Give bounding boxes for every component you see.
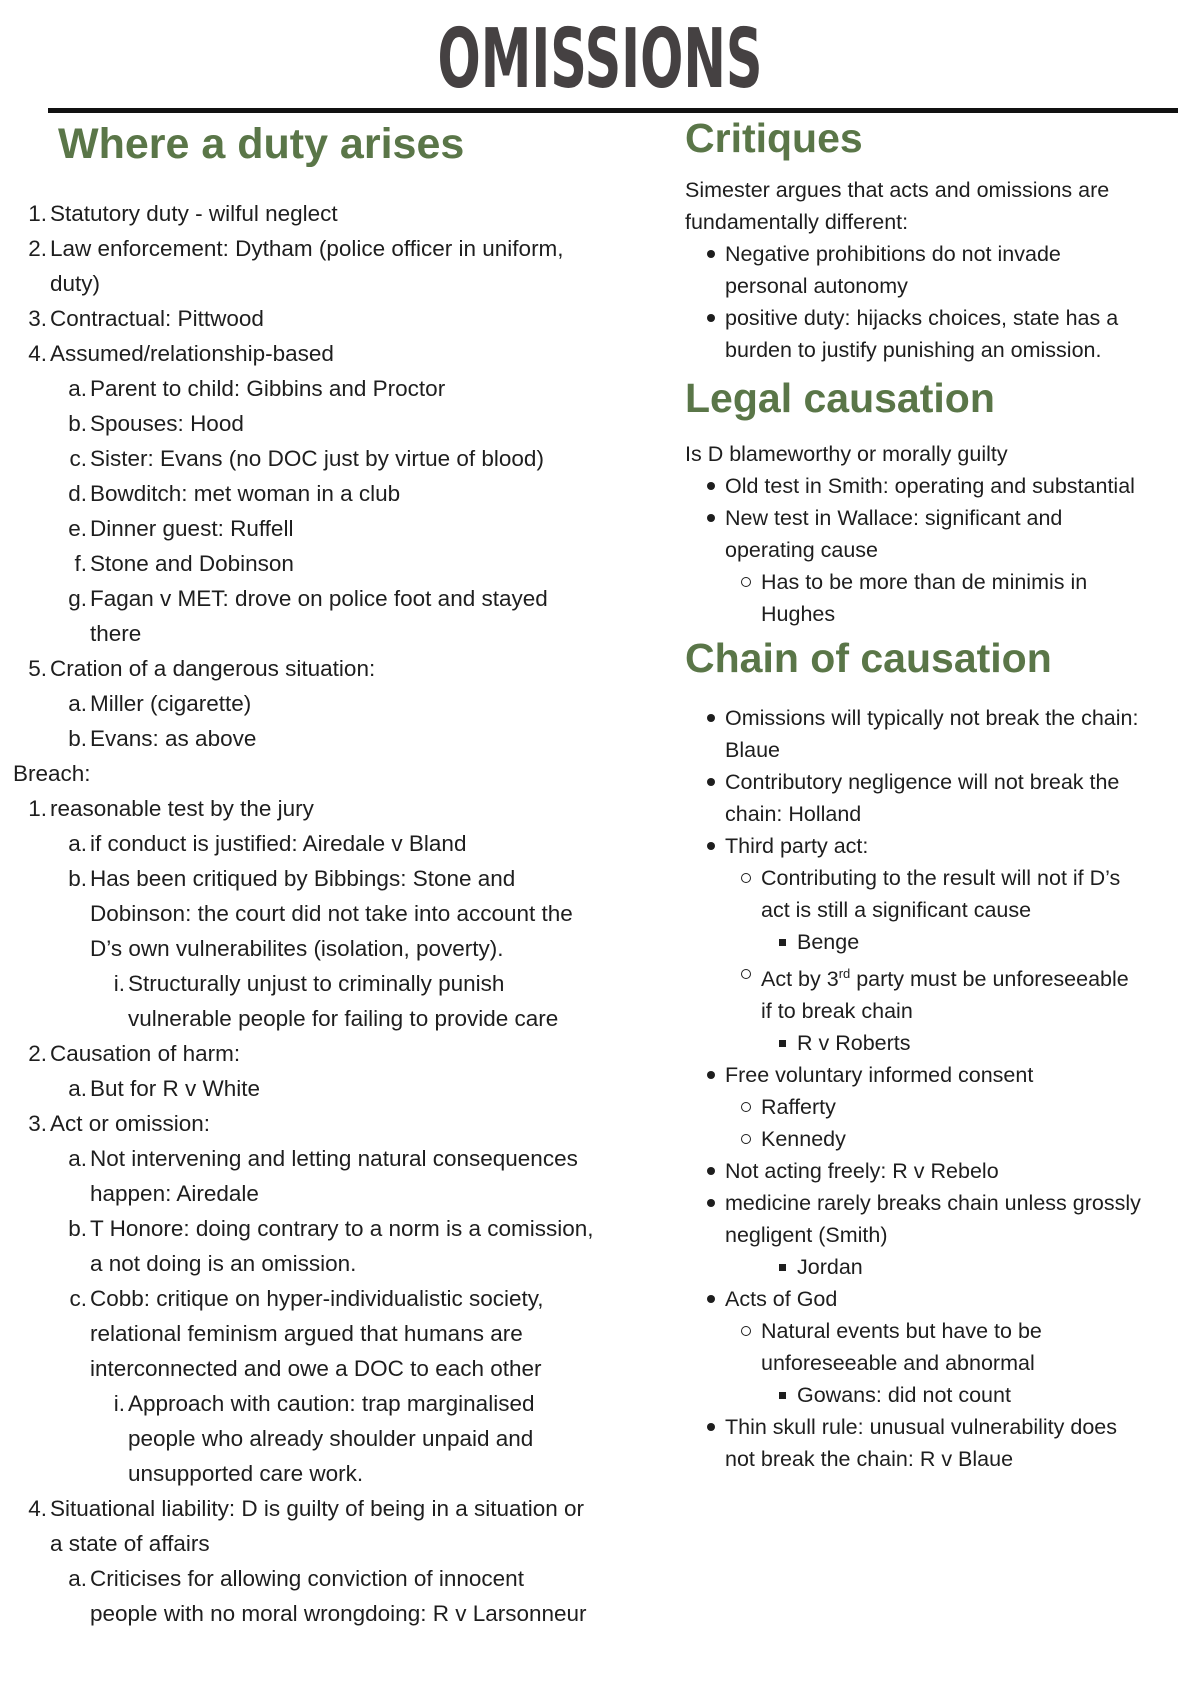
outline-marker: 3. [28,306,47,331]
bullet-text: Contributory negligence will not break the [725,770,1120,794]
outline-marker: g. [68,586,87,611]
bullet-circle-icon [741,577,751,587]
outline-item-line [0,196,670,231]
outline-item-line [0,511,670,546]
outline-item-line [0,826,670,861]
bullet-circle-icon [741,1134,751,1144]
right-column [685,112,1185,1475]
outline-item-line [0,266,670,301]
outline-item-line [0,896,670,931]
outline-item-line [0,441,670,476]
outline-text: interconnected and owe a DOC to each other [90,1356,542,1381]
bullet-item-line [685,702,1185,734]
outline-text: relational feminism argued that humans are [90,1321,523,1346]
outline-text: people who already shoulder unpaid and [128,1426,534,1451]
bullet-dot-icon [707,842,715,850]
outline-item-line [0,931,670,966]
page-title: OMISSIONS [437,12,763,107]
outline-text: Approach with caution: trap marginalised [128,1391,535,1416]
outline-item-line [0,1526,670,1561]
bullet-item-line [685,270,1185,302]
bullet-text: Rafferty [761,1095,836,1120]
chain-heading: Chain of causation [685,635,1052,681]
bullet-circle-icon [741,1102,751,1112]
bullet-dot-icon [707,314,715,322]
bullet-dot-icon [707,1295,715,1303]
bullet-text: Acts of God [725,1287,838,1312]
bullet-text: Kennedy [761,1127,846,1152]
bullet-square-icon [779,1392,786,1399]
outline-text: there [90,621,142,646]
bullet-square-icon [779,1264,786,1271]
outline-item-line [0,1036,670,1071]
outline-text: Has been critiqued by Bibbings: Stone and [90,866,516,891]
bullet-circle-icon [741,873,751,883]
outline-marker: a. [68,1146,87,1171]
outline-text: Structurally unjust to criminally punish [128,971,505,996]
bullet-dot-icon [707,482,715,490]
bullet-item-line [685,598,1185,630]
outline-item-line [0,791,670,826]
outline-text: Assumed/relationship-based [50,341,334,366]
outline-item-line [0,686,670,721]
outline-item-line [0,1561,670,1596]
bullet-item-line [685,334,1185,366]
outline-text: happen: Airedale [90,1181,259,1206]
outline-text: Fagan v MET: drove on police foot and stayed [90,586,548,611]
outline-text: Causation of harm: [50,1041,241,1066]
critiques-intro-line: fundamentally different: [685,210,909,234]
outline-item-line [0,1421,670,1456]
bullet-text: Has to be more than de minimis in [761,570,1088,594]
outline-item-line [0,1071,670,1106]
outline-text: Dobinson: the court did not take into account the [90,901,573,926]
legal-causation-intro: Is D blameworthy or morally guilty [685,442,1008,466]
outline-text: vulnerable people for failing to provide care [128,1006,559,1031]
bullet-item-line [685,1059,1185,1091]
bullet-item-line [685,958,1185,995]
bullet-item-line [685,1251,1185,1283]
outline-text: Dinner guest: Ruffell [90,516,294,541]
outline-text: Act or omission: [50,1111,211,1136]
outline-text: Criticises for allowing conviction of innocent [90,1566,524,1591]
outline-marker: 2. [28,1041,47,1066]
outline-item-line [0,1211,670,1246]
bullet-item-line [685,534,1185,566]
bullet-text: act is still a significant cause [761,898,1032,922]
outline-text: D’s own vulnerabilites (isolation, poverty). [90,936,504,961]
duty-list [0,196,670,756]
bullet-text: operating cause [725,538,878,562]
critiques-list [685,238,1185,366]
duty-heading: Where a duty arises [58,120,465,168]
outline-marker: a. [68,1566,87,1591]
outline-marker: b. [68,1216,87,1241]
bullet-text: chain: Holland [725,802,862,826]
bullet-item-line [685,1027,1185,1059]
critiques-heading: Critiques [685,115,863,161]
outline-marker: a. [68,691,87,716]
outline-item-line [0,1281,670,1316]
bullet-text: Third party act: [725,834,869,858]
left-column [0,114,670,1631]
chain-list [685,702,1185,1475]
bullet-text: Hughes [761,602,836,626]
outline-text: Contractual: Pittwood [50,306,264,331]
bullet-text: Negative prohibitions do not invade [725,242,1061,266]
bullet-item-line [685,566,1185,598]
outline-text: Situational liability: D is guilty of being in a situation or [50,1496,585,1521]
outline-item-line [0,1141,670,1176]
outline-marker: a. [68,376,87,401]
bullet-text: Natural events but have to be [761,1319,1042,1344]
bullet-item-line [685,1155,1185,1187]
outline-text: T Honore: doing contrary to a norm is a comission, [90,1216,594,1241]
bullet-item-line [685,894,1185,926]
outline-marker: i. [113,971,125,996]
bullet-text: positive duty: hijacks choices, state has a [725,306,1119,330]
bullet-item-line [685,470,1185,502]
bullet-text: Blaue [725,738,780,762]
bullet-item-line [685,1315,1185,1347]
bullet-item-line [685,302,1185,334]
bullet-item-line [685,1443,1185,1475]
outline-marker: 2. [28,236,47,261]
bullet-text: if to break chain [761,999,913,1024]
outline-text: Parent to child: Gibbins and Proctor [90,376,446,401]
outline-item-line [0,861,670,896]
bullet-text: burden to justify punishing an omission. [725,338,1102,362]
outline-text: Cobb: critique on hyper-individualistic society, [90,1286,544,1311]
outline-marker: b. [68,726,87,751]
outline-marker: 1. [28,201,47,226]
outline-marker: 4. [28,341,47,366]
bullet-item-line [685,798,1185,830]
bullet-text: Thin skull rule: unusual vulnerability does [725,1415,1117,1440]
bullet-item-line [685,1091,1185,1123]
bullet-text: Not acting freely: R v Rebelo [725,1159,999,1184]
bullet-item-line [685,1379,1185,1411]
bullet-item-line [685,830,1185,862]
outline-item-line [0,1106,670,1141]
bullet-square-icon [779,1040,786,1047]
bullet-text: Contributing to the result will not if D’s [761,866,1121,890]
outline-item-line [0,1351,670,1386]
bullet-item-line [685,862,1185,894]
breach-list [0,791,670,1631]
bullet-dot-icon [707,514,715,522]
critiques-intro-line: Simester argues that acts and omissions are [685,178,1110,202]
outline-item-line [0,966,670,1001]
outline-item-line [0,1596,670,1631]
bullet-text: Gowans: did not count [797,1383,1011,1408]
outline-text: Law enforcement: Dytham (police officer in uniform, [50,236,564,261]
outline-marker: b. [68,411,87,436]
bullet-item-line [685,734,1185,766]
bullet-dot-icon [707,778,715,786]
outline-marker: c. [69,1286,87,1311]
bullet-item-line [685,926,1185,958]
outline-text: Statutory duty - wilful neglect [50,201,338,226]
outline-text: Evans: as above [90,726,257,751]
bullet-square-icon [779,939,786,946]
legal-causation-heading: Legal causation [685,375,995,421]
bullet-dot-icon [707,1423,715,1431]
bullet-text: Free voluntary informed consent [725,1063,1034,1088]
bullet-text: Benge [797,930,860,954]
outline-item-line [0,476,670,511]
outline-text: Cration of a dangerous situation: [50,656,376,681]
outline-item-line [0,406,670,441]
bullet-text: not break the chain: R v Blaue [725,1447,1014,1472]
outline-marker: 1. [28,796,47,821]
bullet-item-line [685,995,1185,1027]
outline-marker: e. [68,516,87,541]
outline-item-line [0,721,670,756]
outline-text: reasonable test by the jury [50,796,314,821]
superscript: rd [838,966,851,981]
outline-text: unsupported care work. [128,1461,364,1486]
outline-item-line [0,616,670,651]
bullet-text: personal autonomy [725,274,908,298]
outline-marker: 3. [28,1111,47,1136]
bullet-item-line [685,502,1185,534]
bullet-text: New test in Wallace: significant and [725,506,1063,530]
outline-marker: 5. [28,656,47,681]
outline-text: Sister: Evans (no DOC just by virtue of blood) [90,446,544,471]
outline-item-line [0,231,670,266]
bullet-item-line [685,1187,1185,1219]
outline-marker: a. [68,1076,87,1101]
outline-item-line [0,1246,670,1281]
bullet-item-line [685,1283,1185,1315]
outline-text: Stone and Dobinson [90,551,294,576]
bullet-text: Jordan [797,1255,863,1280]
outline-text: people with no moral wrongdoing: R v Larsonneur [90,1601,587,1626]
outline-text: Not intervening and letting natural consequences [90,1146,578,1171]
outline-item-line [0,581,670,616]
bullet-item-line [685,766,1185,798]
outline-marker: c. [69,446,87,471]
bullet-text: Old test in Smith: operating and substantial [725,474,1135,498]
outline-text: But for R v White [90,1076,261,1101]
bullet-item-line [685,1219,1185,1251]
bullet-text: Act by 3 [761,967,839,992]
outline-marker: a. [68,831,87,856]
outline-text: if conduct is justified: Airedale v Bland [90,831,467,856]
bullet-dot-icon [707,1071,715,1079]
outline-text: duty) [50,271,101,296]
bullet-dot-icon [707,1167,715,1175]
outline-item-line [0,301,670,336]
bullet-text: Omissions will typically not break the chain: [725,706,1139,730]
bullet-text: R v Roberts [797,1031,911,1056]
bullet-item-line [685,1347,1185,1379]
outline-marker: f. [74,551,87,576]
outline-text: Spouses: Hood [90,411,244,436]
outline-text: Bowditch: met woman in a club [90,481,401,506]
bullet-circle-icon [741,1326,751,1336]
outline-item-line [0,1386,670,1421]
outline-text: Miller (cigarette) [90,691,252,716]
bullet-dot-icon [707,1199,715,1207]
outline-item-line [0,1456,670,1491]
bullet-text: negligent (Smith) [725,1223,888,1248]
bullet-circle-icon [741,969,751,979]
bullet-item-line [685,1123,1185,1155]
outline-item-line [0,1316,670,1351]
outline-item-line [0,1001,670,1036]
bullet-dot-icon [707,250,715,258]
outline-text: a not doing is an omission. [90,1251,357,1276]
outline-text: a state of affairs [50,1531,210,1556]
breach-label: Breach: [13,761,91,786]
outline-item-line [0,1491,670,1526]
legal-causation-list [685,470,1185,630]
outline-item-line [0,651,670,686]
bullet-text: party must be unforeseeable [850,967,1129,992]
outline-marker: d. [68,481,87,506]
bullet-text: unforeseeable and abnormal [761,1351,1035,1376]
bullet-item-line [685,1411,1185,1443]
outline-item-line [0,1176,670,1211]
outline-marker: 4. [28,1496,47,1521]
outline-item-line [0,371,670,406]
bullet-text: medicine rarely breaks chain unless grossly [725,1191,1141,1216]
bullet-dot-icon [707,714,715,722]
bullet-item-line [685,238,1185,270]
outline-marker: i. [113,1391,125,1416]
outline-item-line [0,336,670,371]
outline-item-line [0,546,670,581]
outline-marker: b. [68,866,87,891]
